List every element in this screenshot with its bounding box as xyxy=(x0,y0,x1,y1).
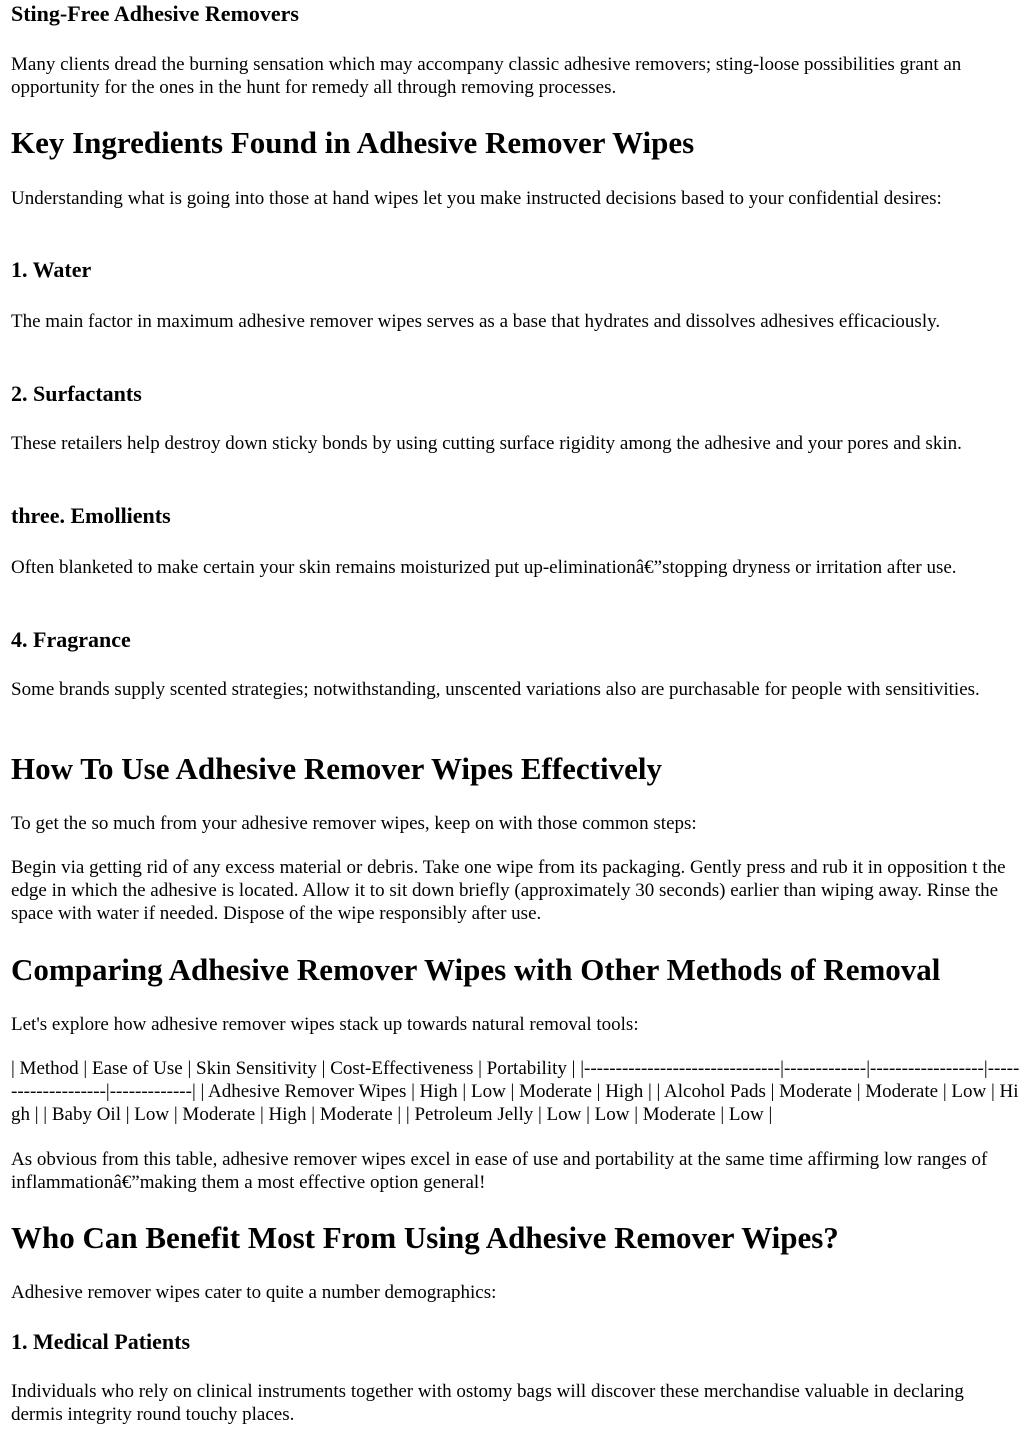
paragraph-key-ingredients: Understanding what is going into those at hand wipes let you make instructed decisions based to your confidential desires: xyxy=(11,188,942,209)
heading-sting-free-adhesive-removers: Sting-Free Adhesive Removers xyxy=(11,1,299,26)
paragraph-comparing-intro: Let's explore how adhesive remover wipes stack up towards natural removal tools: xyxy=(11,1014,639,1035)
paragraph-water: The main factor in maximum adhesive remover wipes serves as a base that hydrates and dissolves adhesives efficaciously. xyxy=(11,311,941,332)
paragraph-how-to-use-intro: To get the so much from your adhesive remover wipes, keep on with those common steps: xyxy=(11,813,697,834)
heading-surfactants: 2. Surfactants xyxy=(11,381,142,406)
heading-emollients: three. Emollients xyxy=(11,503,171,528)
paragraph-medical-patients: Individuals who rely on clinical instruments together with ostomy bags will discover these merchandise valuable in declaring dermis integrity round touchy places. xyxy=(11,1381,964,1425)
paragraph-emollients: Often blanketed to make certain your skin remains moisturized put up-eliminationâ€”stopping dryness or irritation after use. xyxy=(11,557,957,578)
heading-medical-patients: 1. Medical Patients xyxy=(11,1329,191,1354)
paragraph-how-to-use-steps: Begin via getting rid of any excess material or debris. Take one wipe from its packaging. Gently press and rub it in opposition t the edge in which the adhesive is located. Allow it to sit down briefly (approximately 30 seconds) earlier than wiping away. Rinse the space with water if needed. Dispose of the wipe responsibly after use. xyxy=(11,857,1006,924)
heading-comparing-methods: Comparing Adhesive Remover Wipes with Other Methods of Removal xyxy=(11,952,941,987)
heading-who-benefits: Who Can Benefit Most From Using Adhesive Remover Wipes? xyxy=(11,1220,839,1255)
heading-fragrance: 4. Fragrance xyxy=(11,627,131,652)
paragraph-fragrance: Some brands supply scented strategies; notwithstanding, unscented variations also are purchasable for people with sensitivities. xyxy=(11,679,980,700)
heading-how-to-use: How To Use Adhesive Remover Wipes Effectively xyxy=(11,751,662,786)
heading-water: 1. Water xyxy=(11,257,92,282)
paragraph-sting-free: Many clients dread the burning sensation which may accompany classic adhesive removers; sting-loose possibilities grant an opportunity for the ones in the hunt for remedy all through removing processes. xyxy=(11,54,962,98)
comparison-table-text: | Method | Ease of Use | Skin Sensitivity | Cost-Effectiveness | Portability | |-------------------------------|-------------|------------------|--------------------|-------------| | Adhesive Remover Wipes | High | Low | Moderate | High | | Alcohol Pads | Moderate | Moderate | Low | High | | Baby Oil | Low | Moderate | High | Moderate | | Petroleum Jelly | Low | Low | Moderate | Low | xyxy=(11,1058,1020,1125)
heading-key-ingredients: Key Ingredients Found in Adhesive Remover Wipes xyxy=(11,125,695,160)
paragraph-who-benefits: Adhesive remover wipes cater to quite a number demographics: xyxy=(11,1282,497,1303)
paragraph-surfactants: These retailers help destroy down sticky bonds by using cutting surface rigidity among the adhesive and your pores and skin. xyxy=(11,433,962,454)
paragraph-comparing-outro: As obvious from this table, adhesive remover wipes excel in ease of use and portability at the same time affirming low ranges of inflammationâ€”making them a most effective option general! xyxy=(11,1149,988,1193)
